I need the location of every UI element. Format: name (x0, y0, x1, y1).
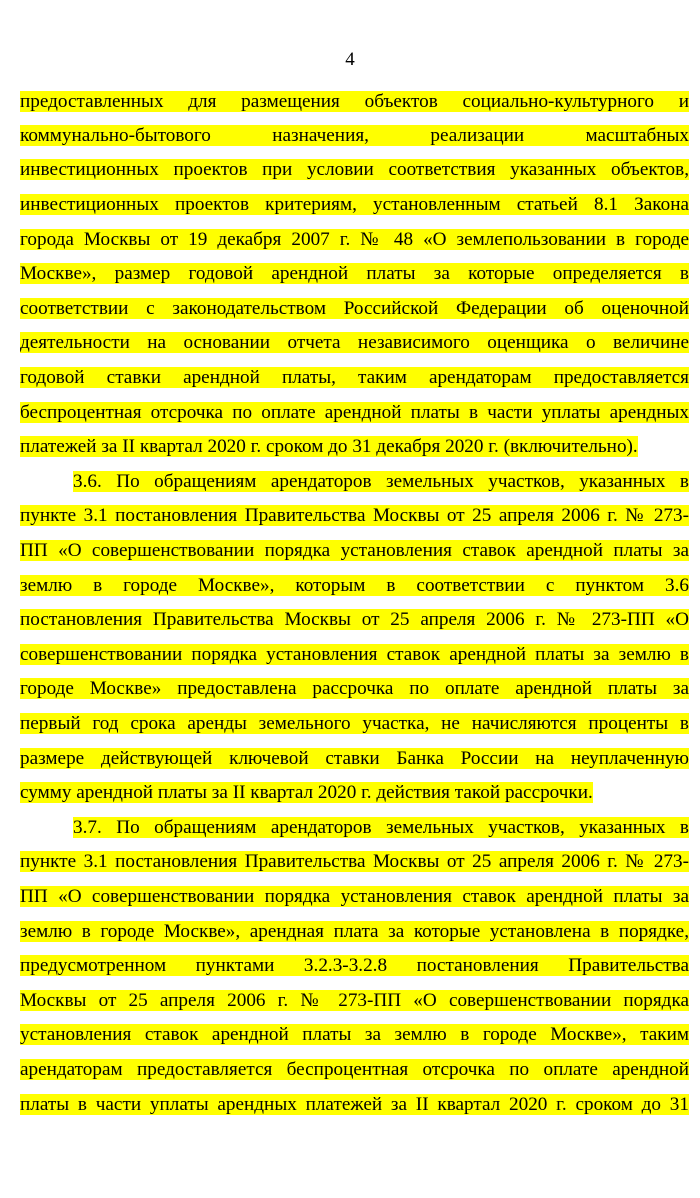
text-line: городе Москве» предоставлена рассрочка по оплате арендной платы за (20, 678, 689, 699)
text-line: установления ставок арендной платы за землю в городе Москве», таким (20, 1024, 689, 1045)
text-line: постановления Правительства Москвы от 25 апреля 2006 г. № 273-ПП «О (20, 609, 689, 630)
text-line: землю в городе Москве», арендная плата за которые установлена в порядке, (20, 921, 689, 942)
text-line: предусмотренном пунктами 3.2.3-3.2.8 постановления Правительства (20, 955, 689, 976)
text-line: размере действующей ключевой ставки Банка России на неуплаченную (20, 748, 689, 769)
paragraph-3-7-first-line: 3.7. По обращениям арендаторов земельных участков, указанных в (73, 817, 689, 838)
text-line: сумму арендной платы за II квартал 2020 г. действия такой рассрочки. (20, 782, 593, 803)
text-line: предоставленных для размещения объектов социально-культурного и (20, 91, 689, 112)
text-line: совершенствовании порядка установления ставок арендной платы за землю в (20, 644, 689, 665)
text-line: землю в городе Москве», которым в соответствии с пунктом 3.6 (20, 575, 689, 596)
text-line: ПП «О совершенствовании порядка установления ставок арендной платы за (20, 540, 689, 561)
text-line: пункте 3.1 постановления Правительства Москвы от 25 апреля 2006 г. № 273- (20, 505, 689, 526)
text-line: коммунально-бытового назначения, реализации масштабных (20, 125, 689, 146)
text-line: пункте 3.1 постановления Правительства Москвы от 25 апреля 2006 г. № 273- (20, 851, 689, 872)
paragraph-3-6-first-line: 3.6. По обращениям арендаторов земельных участков, указанных в (73, 471, 689, 492)
text-line: ПП «О совершенствовании порядка установления ставок арендной платы за (20, 886, 689, 907)
page-number: 4 (345, 49, 355, 70)
text-line: платы в части уплаты арендных платежей за II квартал 2020 г. сроком до 31 (20, 1094, 689, 1115)
text-line: годовой ставки арендной платы, таким арендаторам предоставляется (20, 367, 689, 388)
text-line: города Москвы от 19 декабря 2007 г. № 48 «О землепользовании в городе (20, 229, 689, 250)
text-line: соответствии с законодательством Российской Федерации об оценочной (20, 298, 689, 319)
text-line: деятельности на основании отчета независимого оценщика о величине (20, 332, 689, 353)
text-line: инвестиционных проектов критериям, установленным статьей 8.1 Закона (20, 194, 689, 215)
text-line: арендаторам предоставляется беспроцентная отсрочка по оплате арендной (20, 1059, 689, 1080)
text-line: первый год срока аренды земельного участка, не начисляются проценты в (20, 713, 689, 734)
text-line: платежей за II квартал 2020 г. сроком до 31 декабря 2020 г. (включительно). (20, 436, 638, 457)
text-line: Москве», размер годовой арендной платы за которые определяется в (20, 263, 689, 284)
text-line: беспроцентная отсрочка по оплате арендной платы в части уплаты арендных (20, 402, 689, 423)
text-line: инвестиционных проектов при условии соответствия указанных объектов, (20, 159, 689, 180)
text-line: Москвы от 25 апреля 2006 г. № 273-ПП «О совершенствовании порядка (20, 990, 689, 1011)
